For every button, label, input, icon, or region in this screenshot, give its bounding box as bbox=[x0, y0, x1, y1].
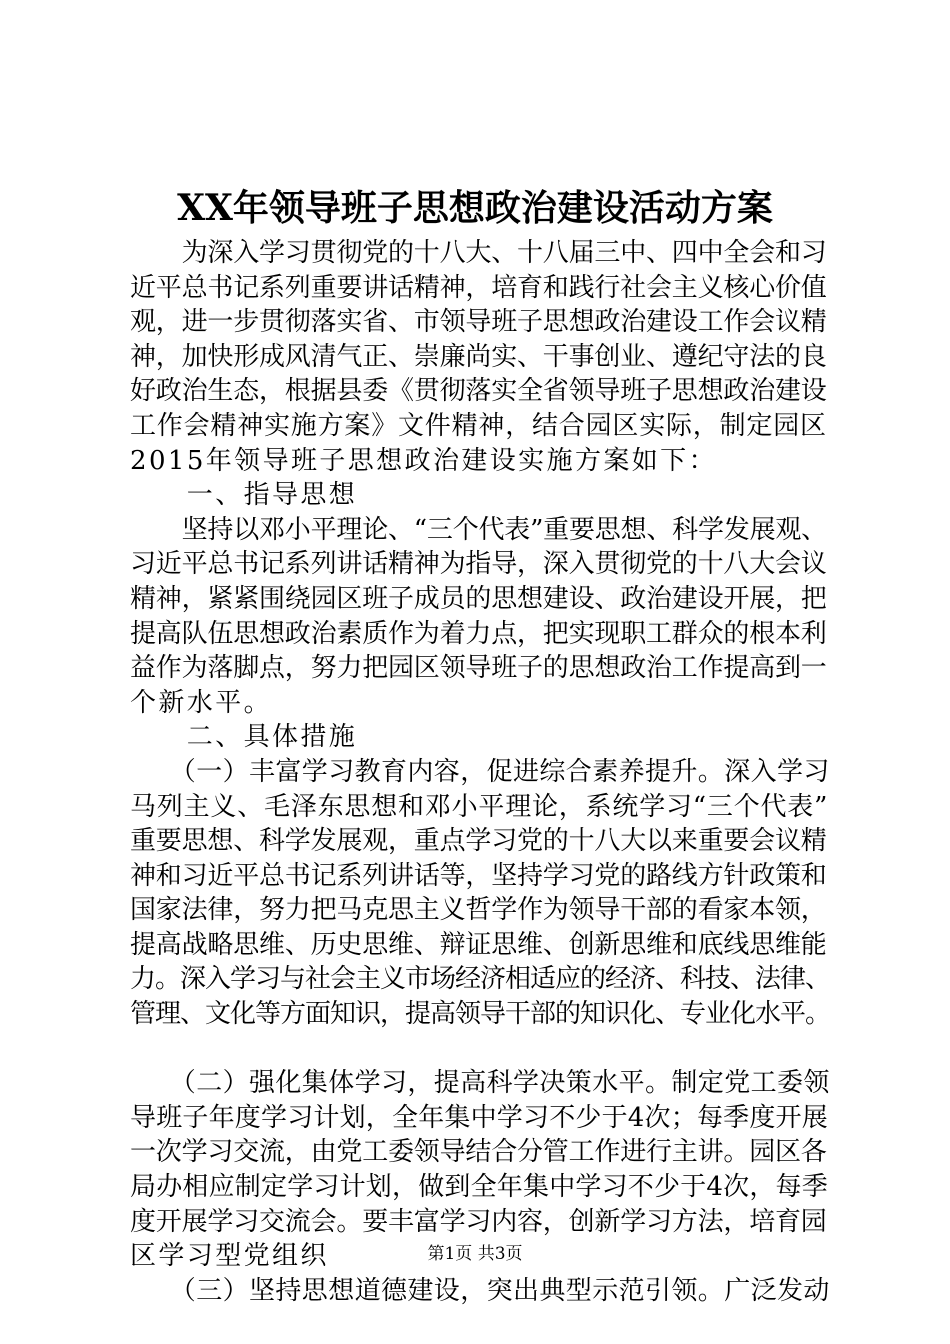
body-line: 神，加快形成风清气正、崇廉尚实、干事创业、遵纪守法的良 bbox=[130, 341, 827, 372]
body-line: 提高战略思维、历史思维、辩证思维、创新思维和底线思维能 bbox=[130, 929, 827, 960]
body-line: 好政治生态，根据县委《贯彻落实全省领导班子思想政治建设 bbox=[130, 376, 827, 407]
body-line: 精神，紧紧围绕园区班子成员的思想建设、政治建设开展，把 bbox=[130, 583, 827, 614]
document-body bbox=[130, 236, 830, 1308]
body-line: 近平总书记系列重要讲话精神，培育和践行社会主义核心价值 bbox=[130, 272, 827, 303]
body-line: 局办相应制定学习计划，做到全年集中学习不少于4次，每季 bbox=[130, 1172, 828, 1203]
body-line: 一次学习交流，由党工委领导结合分管工作进行主讲。园区各 bbox=[130, 1137, 827, 1168]
body-line: 坚持以邓小平理论、“三个代表”重要思想、科学发展观、 bbox=[130, 514, 827, 545]
body-line: 2015年领导班子思想政治建设实施方案如下： bbox=[130, 445, 717, 476]
blank-line bbox=[130, 1032, 830, 1067]
page-footer: 第1页 共3页 bbox=[427, 1244, 523, 1264]
document-title: XX年领导班子思想政治建设活动方案 bbox=[177, 187, 773, 229]
body-line: 管理、文化等方面知识，提高领导干部的知识化、专业化水平。 bbox=[130, 999, 831, 1030]
body-line: （二）强化集体学习，提高科学决策水平。制定党工委领 bbox=[130, 1068, 830, 1099]
body-line: 国家法律，努力把马克思主义哲学作为领导干部的看家本领， bbox=[130, 895, 827, 926]
body-line: 提高队伍思想政治素质作为着力点，把实现职工群众的根本利 bbox=[130, 618, 827, 649]
body-line: 观，进一步贯彻落实省、市领导班子思想政治建设工作会议精 bbox=[130, 307, 827, 338]
body-line: 为深入学习贯彻党的十八大、十八届三中、四中全会和习 bbox=[130, 238, 827, 268]
body-line: （三）坚持思想道德建设，突出典型示范引领。广泛发动 bbox=[130, 1275, 830, 1306]
body-line: 力。深入学习与社会主义市场经济相适应的经济、科技、法律、 bbox=[130, 964, 831, 995]
body-line: 二、具体措施 bbox=[130, 722, 358, 753]
body-line: 重要思想、科学发展观，重点学习党的十八大以来重要会议精 bbox=[130, 826, 827, 857]
body-line: 神和习近平总书记系列讲话等，坚持学习党的路线方针政策和 bbox=[130, 860, 827, 891]
body-line: 工作会精神实施方案》文件精神，结合园区实际，制定园区 bbox=[130, 410, 827, 441]
body-line: （一）丰富学习教育内容，促进综合素养提升。深入学习 bbox=[130, 756, 830, 787]
body-line: 益作为落脚点，努力把园区领导班子的思想政治工作提高到一 bbox=[130, 653, 827, 684]
body-line: 一、指导思想 bbox=[130, 480, 358, 511]
body-line: 马列主义、毛泽东思想和邓小平理论，系统学习“三个代表” bbox=[130, 791, 829, 822]
body-line: 个新水平。 bbox=[130, 687, 273, 718]
body-line: 习近平总书记系列讲话精神为指导，深入贯彻党的十八大会议 bbox=[130, 549, 827, 580]
body-line: 区学习型党组织 bbox=[130, 1241, 329, 1272]
body-line: 度开展学习交流会。要丰富学习内容，创新学习方法，培育园 bbox=[130, 1206, 827, 1237]
body-line: 导班子年度学习计划，全年集中学习不少于4次；每季度开展 bbox=[130, 1102, 828, 1133]
